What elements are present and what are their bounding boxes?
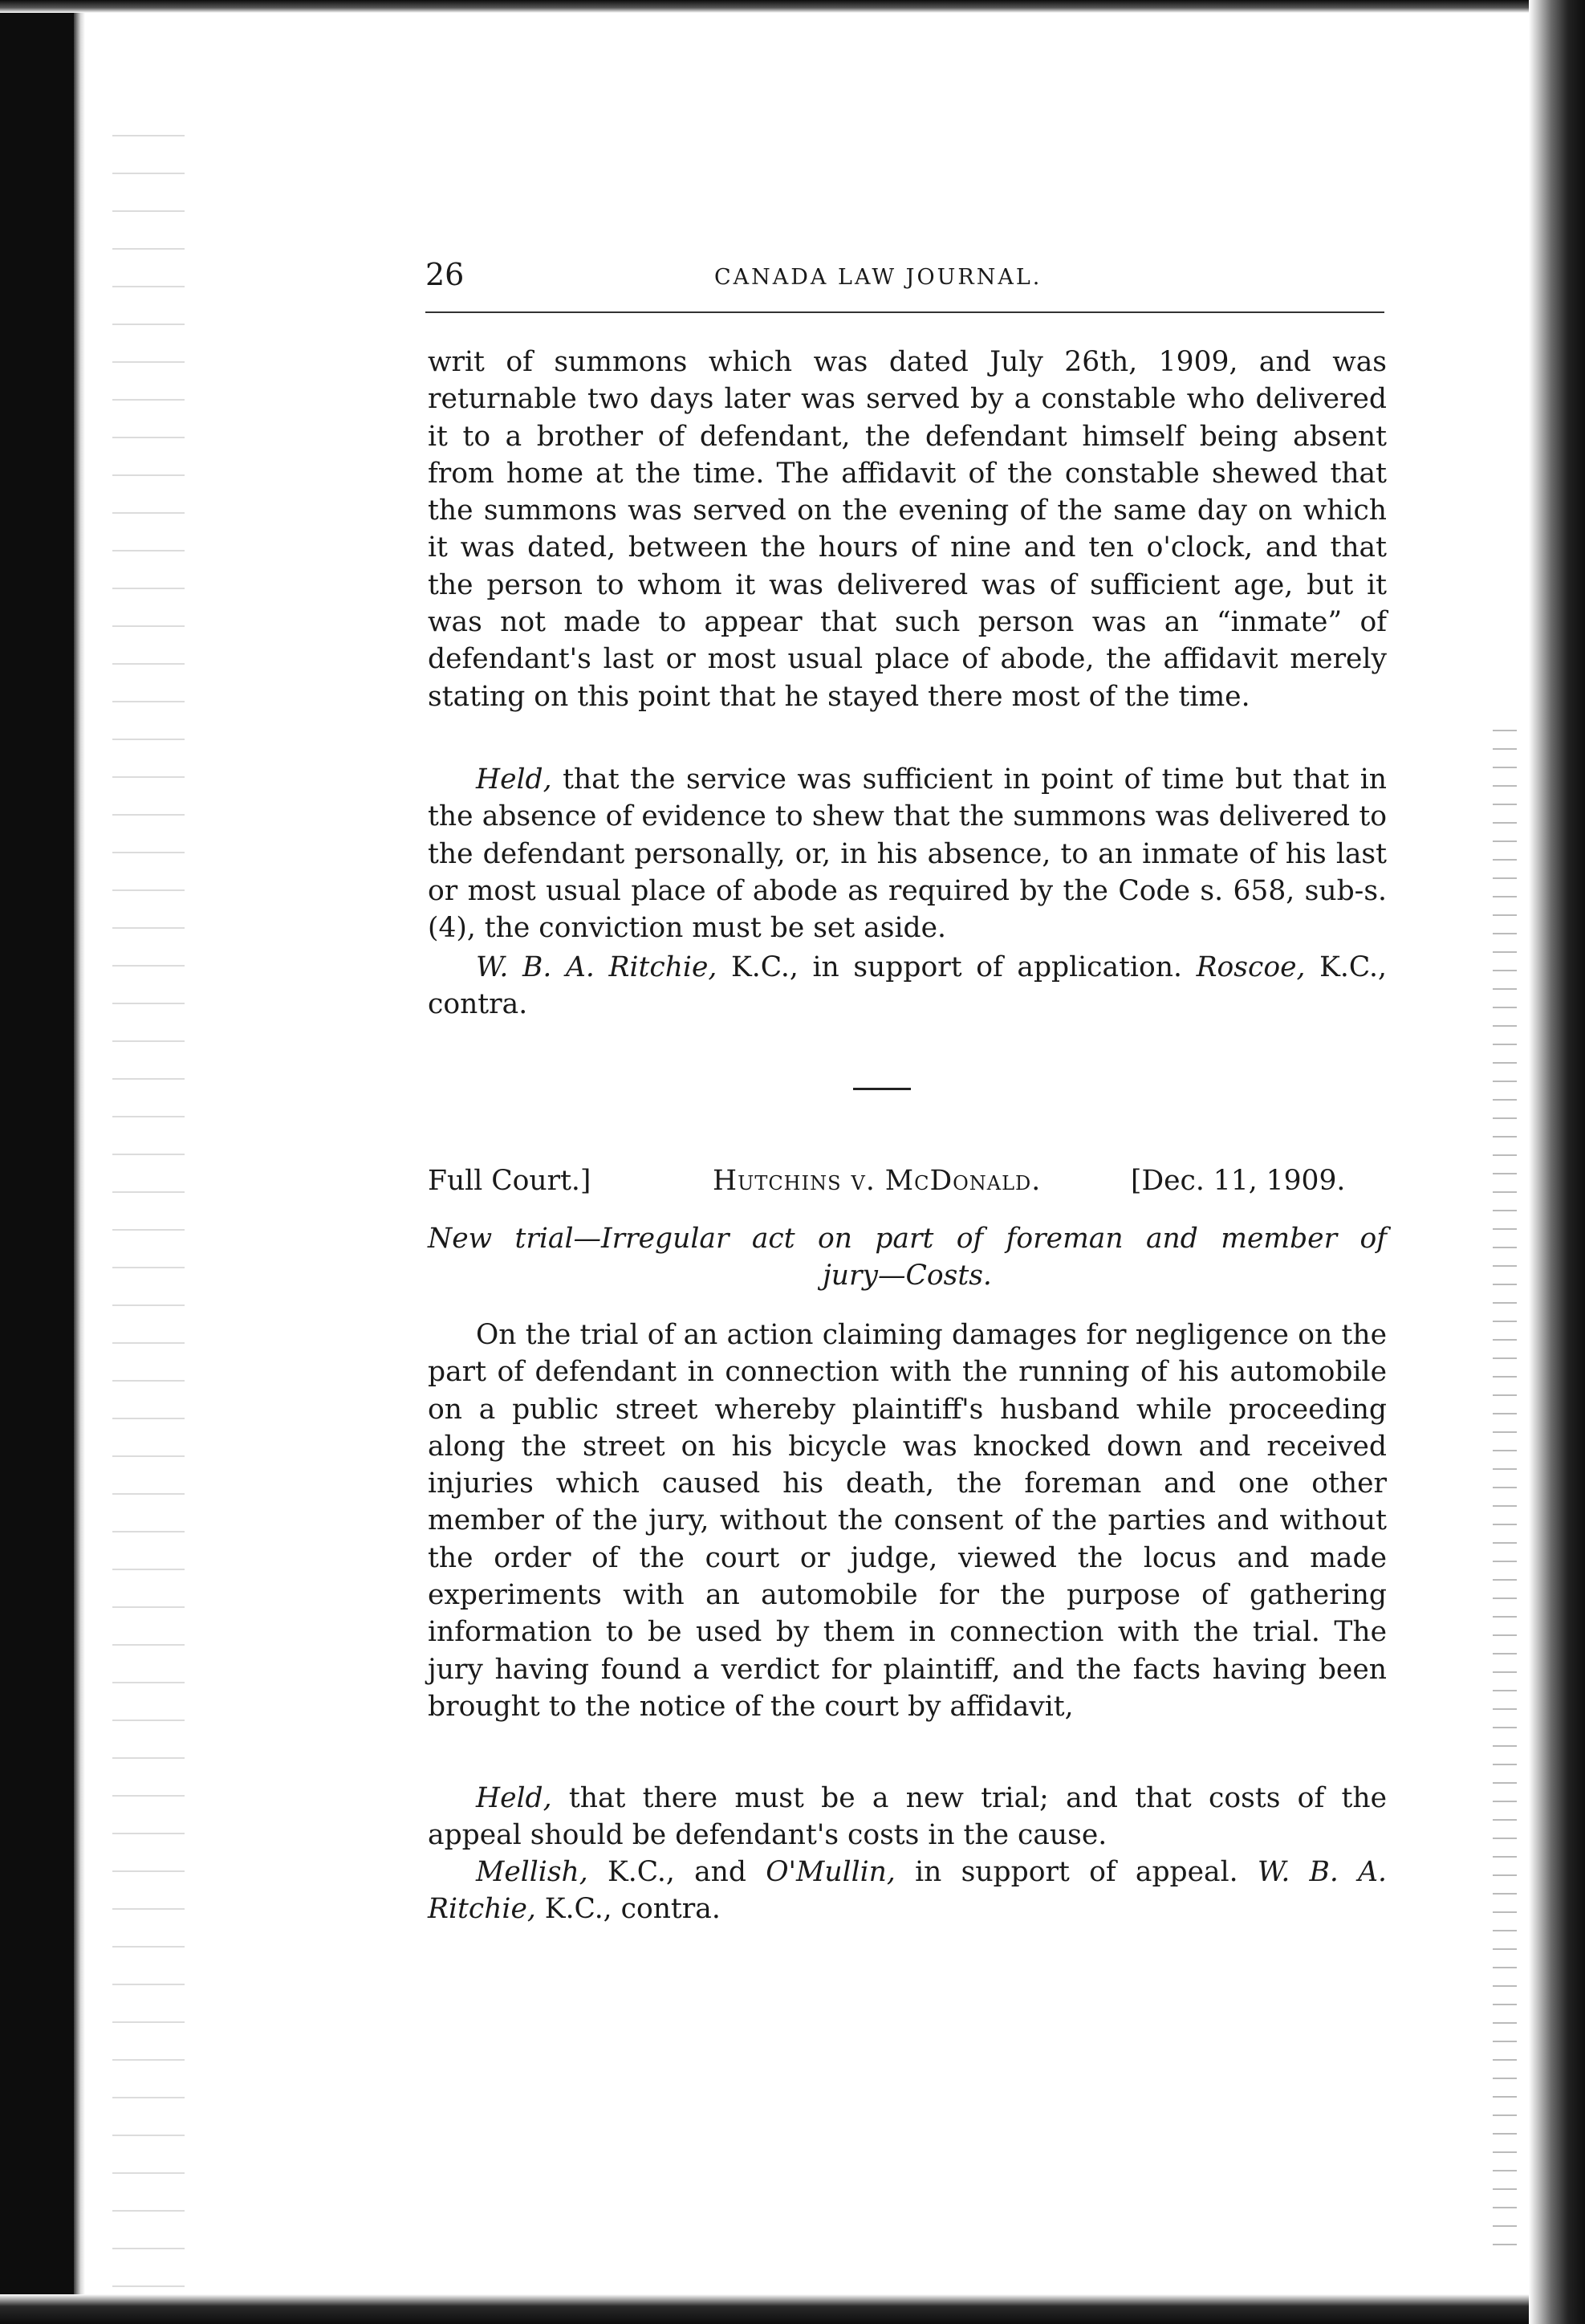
counsel-name: W. B. A. Ritchie, — [476, 951, 717, 983]
case-1-facts — [428, 344, 1387, 715]
scan-border-top — [0, 0, 1585, 13]
headnote-line: New trial—Irregular act on part of foreman and member of — [428, 1223, 1387, 1255]
case-2-held — [428, 1780, 1387, 1854]
held-text: that there must be a new trial; and that costs of the appeal should be defendant's costs in the cause. — [428, 1782, 1387, 1852]
held-label: Held, — [476, 763, 552, 796]
held-text: that the service was sufficient in point of time but that in the absence of evidence to shew that the summons was delivered to the defendant personally, or, in his absence, to an inmate of his last or most usual place of abode as required by the Code s. 658, sub-s. (4), the conviction must be set aside. — [428, 763, 1387, 945]
case-2-facts — [428, 1317, 1387, 1725]
scan-border-right — [1529, 0, 1585, 2324]
counsel-text: K.C., contra. — [535, 1893, 721, 1926]
case-2-counsel — [428, 1854, 1387, 1928]
scan-border-bottom — [0, 2294, 1585, 2324]
case-1-held — [428, 761, 1387, 946]
headnote-line: jury—Costs. — [823, 1260, 992, 1292]
scan-border-left-edge — [74, 0, 85, 2324]
case-date: [Dec. 11, 1909. — [1131, 1165, 1346, 1197]
counsel-name: O'Mullin, — [766, 1856, 896, 1888]
counsel-text: K.C., in support of application. — [717, 951, 1197, 983]
case-2-held-paragraph — [428, 1780, 1387, 1854]
court-name: Full Court.] — [428, 1165, 591, 1197]
case-name: Hutchins v. McDonald. — [713, 1165, 1042, 1197]
gutter-specks — [112, 120, 185, 2288]
running-head — [425, 257, 1388, 305]
case-2-headnote — [428, 1220, 1387, 1294]
case-1-facts-paragraph: writ of summons which was dated July 26th, 1909, and was returnable two days later was served by a constable who delivered it to a brother of defendant, the defendant himself being absent from home at the time. The affidavit of the constable shewed that the summons was served on the evening of the same day on which it was dated, between the hours of nine and ten o'clock, and that the person to whom it was delivered was of sufficient age, but it was not made to appear that such person was an “inmate” of defendant's last or most usual place of abode, the affidavit merely stating on this point that he stayed there most of the time. — [428, 346, 1387, 713]
counsel-text: K.C., and — [587, 1856, 766, 1888]
case-1-held-paragraph — [428, 761, 1387, 946]
counsel-text: in support of appeal. — [895, 1856, 1258, 1888]
journal-title: CANADA LAW JOURNAL. — [714, 265, 1042, 290]
section-divider — [853, 1088, 911, 1090]
case-2-caption — [428, 1162, 1391, 1199]
scan-border-left — [0, 0, 74, 2324]
counsel-text: K.C., contra. — [428, 951, 1387, 1021]
case-2-facts-paragraph: On the trial of an action claiming damages for negligence on the part of defendant in connection with the running of his automobile on a public street whereby plaintiff's husband while proceeding along the street on his bicycle was knocked down and received injuries which caused his death, the foreman and one other member of the jury, without the consent of the parties and without the order of the court or judge, viewed the locus and made experiments with an automobile for the purpose of gathering information to be used by them in connection with the trial. The jury having found a verdict for plaintiff, and the facts having been brought to the notice of the court by affidavit, — [428, 1319, 1387, 1723]
counsel-name: W. B. A. Ritchie, — [428, 1856, 1388, 1926]
case-2-counsel-paragraph — [428, 1854, 1387, 1928]
header-rule — [425, 311, 1384, 313]
case-1-counsel-paragraph — [428, 949, 1387, 1024]
counsel-name: Roscoe, — [1196, 951, 1306, 983]
held-label: Held, — [476, 1782, 552, 1814]
page-number: 26 — [425, 257, 465, 292]
counsel-name: Mellish, — [476, 1856, 588, 1888]
page-edge-specks — [1493, 722, 1517, 2248]
case-1-counsel — [428, 949, 1387, 1024]
